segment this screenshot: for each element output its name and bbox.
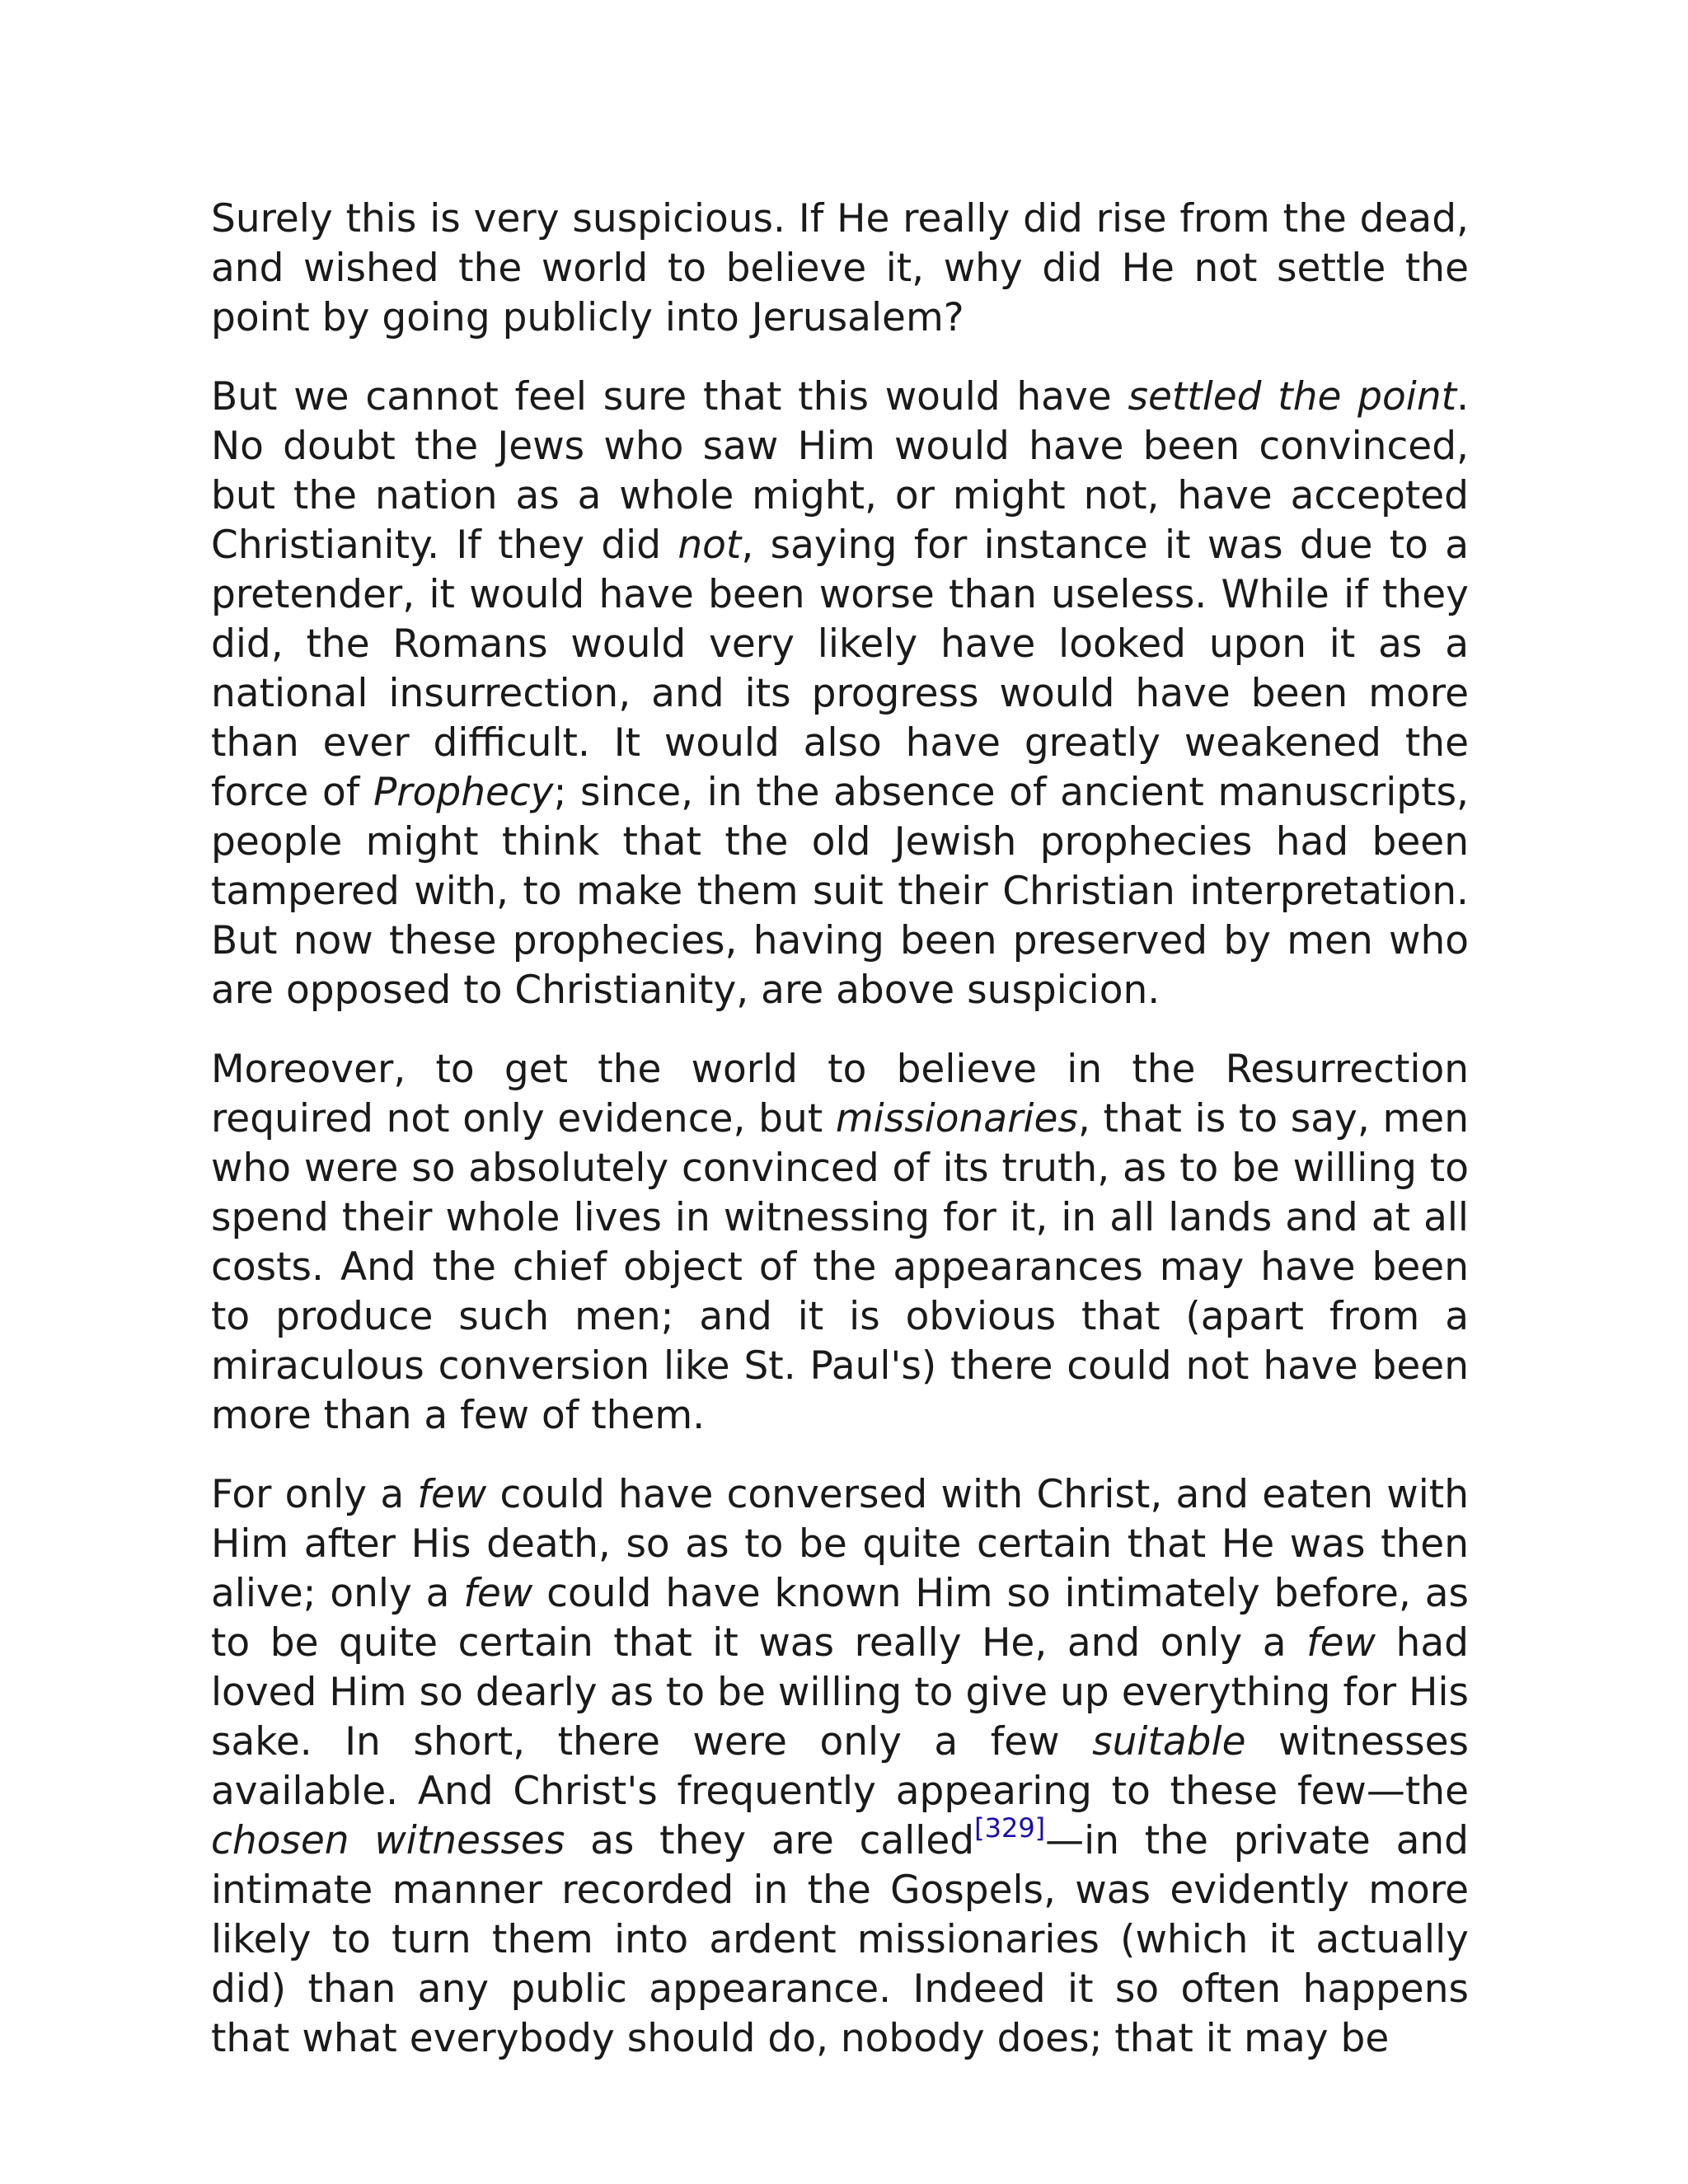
text-run: Surely this is very suspicious. If He really did rise from the dead, and wished the world to believe it, why did He not settle the point by going publicly into Jerusalem? [211, 196, 1469, 340]
text-run: had loved Him so dearly as to be willing to give up everything for His sake. In short, there were only a few [211, 1620, 1469, 1765]
emphasized-text: few [1306, 1620, 1376, 1666]
paragraph-4 [211, 1470, 1469, 2064]
footnote-marker [974, 1812, 1045, 1844]
emphasized-text: few [463, 1571, 533, 1616]
text-run: ; since, in the absence of ancient manuscripts, people might think that the old Jewish prophecies had been tampered with, to make them suit their Christian interpretation. But now these prophecies, having been preserved by men who are opposed to Christianity, are above suspicion. [211, 770, 1469, 1013]
text-run: could have known Him so intimately before, as to be quite certain that it was really He, and only a [211, 1571, 1469, 1666]
emphasized-text: Prophecy [373, 770, 554, 815]
text-run: witnesses available. And Christ's frequently appearing to these few—the [211, 1719, 1469, 1814]
text-run: Moreover, to get the world to believe in the Resurrection required not only evidence, but [211, 1047, 1469, 1141]
footnote-link[interactable]: [329] [974, 1812, 1046, 1844]
paragraph-1 [211, 194, 1469, 343]
text-run: . No doubt the Jews who saw Him would have been convinced, but the nation as a whole might, or might not, have accepted Christianity. If they did [211, 374, 1470, 568]
text-run: For only a [211, 1472, 418, 1517]
text-run: —in the private and intimate manner recorded in the Gospels, was evidently more likely to turn them into ardent missionaries (which it actually did) than any public appearance. Indeed it so often happens that what everybody should do, nobody does; that it may be [211, 1818, 1469, 2061]
text-run: , that is to say, men who were so absolutely convinced of its truth, as to be willing to spend their whole lives in witnessing for it, in all lands and at all costs. And the chief object of the appearances may have been to produce such men; and it is obvious that (apart from a miraculous conversion like St. Paul's) there could not have been more than a few of them. [211, 1096, 1469, 1438]
emphasized-text: suitable [1092, 1719, 1246, 1765]
text-run: But we cannot feel sure that this would have [211, 374, 1128, 419]
paragraph-2 [211, 373, 1469, 1015]
emphasized-text: few [417, 1472, 487, 1517]
emphasized-text: settled the point [1128, 374, 1457, 419]
document-page [211, 194, 1469, 2064]
text-run: , saying for instance it was due to a pretender, it would have been worse than useless. While if they did, the Romans would very likely have looked upon it as a national insurrection, and its progress would have been more than ever difficult. It would also have greatly weakened the force of [211, 523, 1469, 815]
emphasized-text: not [678, 523, 742, 568]
emphasized-text: missionaries [835, 1096, 1078, 1141]
paragraph-3 [211, 1045, 1469, 1441]
emphasized-text: chosen witnesses [211, 1818, 565, 1863]
text-run: could have conversed with Christ, and eaten with Him after His death, so as to be quite certain that He was then alive; only a [211, 1472, 1469, 1616]
text-run: as they are called [565, 1818, 975, 1863]
